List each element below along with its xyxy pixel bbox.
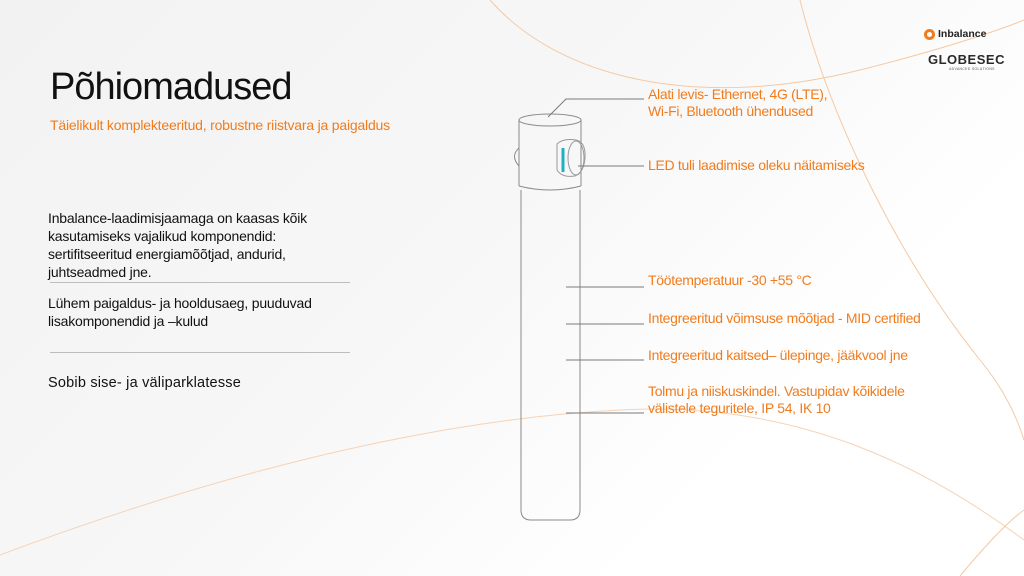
callout-line: Integreeritud kaitsed– ülepinge, jääkvool jne xyxy=(648,347,908,363)
callout-line: Wi-Fi, Bluetooth ühendused xyxy=(648,103,813,119)
inbalance-logo-icon xyxy=(924,29,935,40)
callout-line: Tolmu ja niiskuskindel. Vastupidav kõikidele xyxy=(648,383,905,399)
callout-temperature xyxy=(648,272,811,289)
divider xyxy=(50,352,350,353)
inbalance-logo-text: Inbalance xyxy=(938,28,987,40)
page-title: Põhiomadused xyxy=(50,66,292,108)
divider xyxy=(50,282,350,283)
callout-connectivity xyxy=(648,86,827,120)
callout-ip-rating xyxy=(648,383,905,417)
callout-led xyxy=(648,157,864,174)
inbalance-logo xyxy=(924,28,986,40)
feature-text-components: Inbalance-laadimisjaamaga on kaasas kõik kasutamiseks vajalikud komponendid: sertifitseeritud energiamõõtjad, andurid, juhtseadmed jne. xyxy=(48,210,307,280)
callout-line: Alati levis- Ethernet, 4G (LTE), xyxy=(648,86,828,102)
globesec-tagline: ADVANCED SOLUTIONS xyxy=(949,67,995,71)
feature-text-parking: Sobib sise- ja väliparklatesse xyxy=(48,375,241,391)
page-subtitle: Täielikult komplekteeritud, robustne riistvara ja paigaldus xyxy=(50,117,390,133)
callout-line: välistele teguritele, IP 54, IK 10 xyxy=(648,400,831,416)
callout-line: LED tuli laadimise oleku näitamiseks xyxy=(648,157,865,173)
callout-line: Töötemperatuur -30 +55 °C xyxy=(648,272,812,288)
callout-power-meter xyxy=(648,310,921,327)
globesec-logo: GLOBESEC xyxy=(928,52,1005,67)
feature-text-installation: Lühem paigaldus- ja hooldusaeg, puuduvad lisakomponendid ja –kulud xyxy=(48,295,312,329)
callout-line: Integreeritud võimsuse mõõtjad - MID certified xyxy=(648,310,921,326)
callout-protection xyxy=(648,347,908,364)
